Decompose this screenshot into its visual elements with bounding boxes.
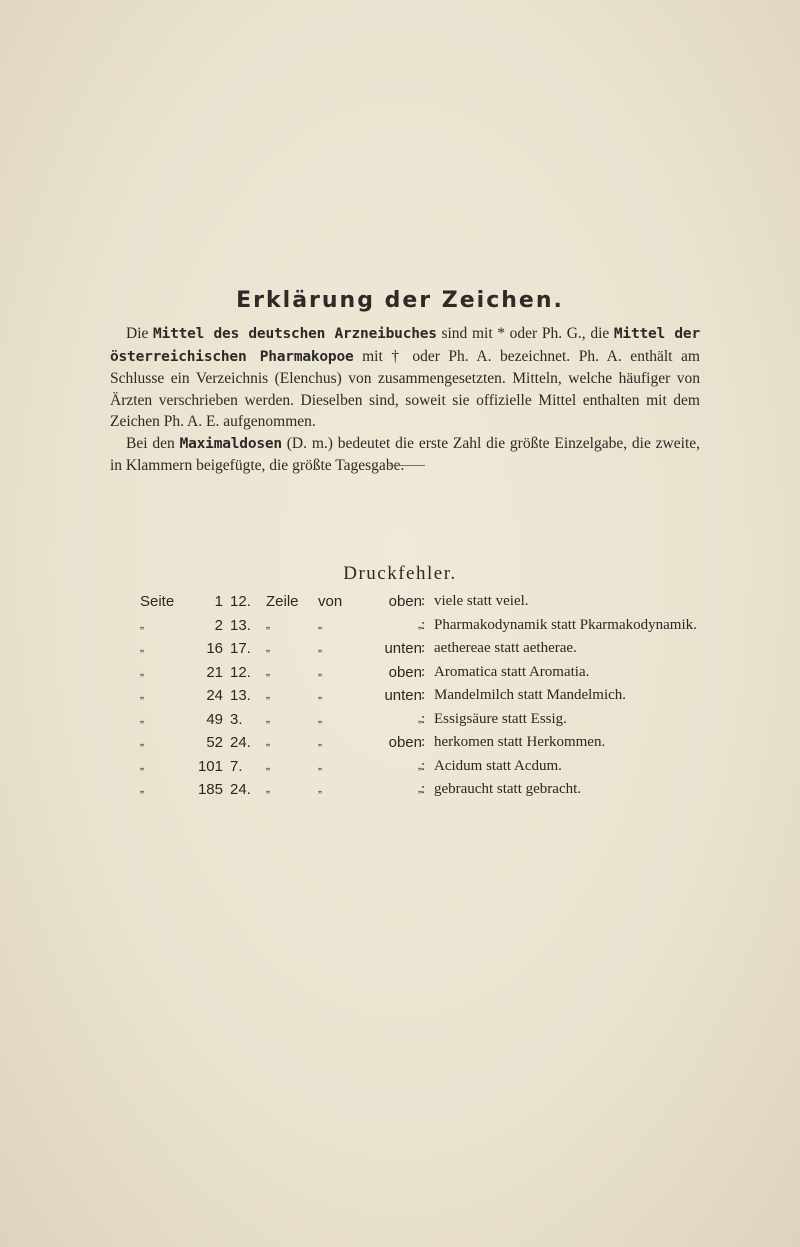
errata-page-word: „ — [140, 687, 144, 701]
errata-from-word: von — [318, 593, 343, 610]
errata-page-number: 52 — [206, 734, 223, 751]
errata-from-word: „ — [318, 757, 322, 772]
errata-row — [0, 593, 800, 617]
errata-line-word: „ — [266, 734, 270, 748]
intro-paragraph-2: Bei den Maximaldosen (D. m.) bedeutet die erste Zahl die größte Einzelgabe, die zweite, in Klammern beigefügte, die größte Tagesgabe. — [110, 434, 700, 474]
errata-colon: : — [421, 640, 426, 656]
errata-from-word: „ — [318, 710, 322, 725]
page-title: Erklärung der Zeichen. — [236, 288, 564, 313]
errata-position: „ — [418, 710, 422, 725]
errata-page-word: „ — [140, 734, 144, 748]
errata-row — [0, 734, 800, 758]
intro-text — [110, 323, 700, 477]
errata-line-word: Zeile — [266, 593, 299, 610]
errata-position: „ — [418, 781, 422, 795]
errata-line-word: „ — [266, 687, 270, 701]
errata-row — [0, 617, 800, 641]
errata-colon: : — [421, 687, 426, 703]
errata-line-number: 12. — [230, 663, 251, 681]
errata-row — [0, 640, 800, 664]
errata-from-word: „ — [318, 663, 322, 678]
errata-from-word: „ — [318, 781, 322, 795]
errata-colon: : — [421, 710, 426, 727]
errata-line-word: „ — [266, 640, 270, 654]
errata-colon: : — [421, 663, 426, 680]
errata-page-number: 1 — [214, 593, 223, 610]
errata-line-word: „ — [266, 757, 270, 772]
errata-title: Druckfehler. — [343, 563, 457, 584]
errata-line-number: 13. — [230, 616, 251, 634]
errata-from-word: „ — [318, 616, 322, 631]
errata-line-number: 12. — [230, 593, 251, 610]
errata-page-number: 21 — [206, 663, 223, 681]
errata-position: oben — [388, 663, 422, 681]
errata-page-word: „ — [140, 710, 144, 725]
errata-correction: Essigsäure statt Essig. — [434, 710, 567, 727]
divider — [389, 465, 425, 466]
errata-page-number: 185 — [197, 781, 223, 798]
errata-colon: : — [421, 734, 426, 750]
errata-row — [0, 758, 800, 782]
emphasis-austrian: Mittel der österreichischen Pharmakopoe — [110, 326, 700, 365]
errata-page-word: „ — [140, 757, 144, 772]
errata-page-number: 101 — [197, 757, 223, 775]
errata-position: unten — [384, 640, 422, 657]
errata-line-word: „ — [266, 616, 270, 631]
errata-correction: herkomen statt Herkommen. — [434, 734, 606, 750]
errata-page-word: „ — [140, 616, 144, 631]
errata-from-word: „ — [318, 640, 322, 654]
errata-colon: : — [421, 757, 426, 774]
errata-correction: Aromatica statt Aromatia. — [434, 663, 590, 680]
errata-position: „ — [418, 616, 422, 631]
emphasis-maxdose: Maximaldosen — [179, 435, 282, 452]
errata-colon: : — [421, 781, 426, 797]
emphasis-german: Mittel des deutschen Arzneibuches — [153, 326, 437, 342]
errata-position: oben — [388, 734, 422, 751]
errata-line-number: 3. — [230, 710, 243, 728]
errata-line-number: 13. — [230, 687, 251, 704]
errata-correction: Mandelmilch statt Mandelmich. — [434, 687, 627, 703]
errata-row — [0, 687, 800, 711]
errata-page-number: 24 — [206, 687, 223, 704]
intro-paragraph-1: Die Mittel des deutschen Arzneibuches sind mit * oder Ph. G., die Mittel der österreichischen Pharmakopoe mit † oder Ph. A. bezeichnet. Ph. A. enthält am Schlusse ein Verzeichnis (Elenchus) von zusammengesetzten. Mitteln, welche häufiger von Ärzten verschrieben werden. Dieselben sind, soweit sie offizielle Mittel enthalten mit dem Zeichen Ph. A. E. aufgenommen. — [110, 325, 700, 430]
errata-line-word: „ — [266, 710, 270, 725]
errata-line-number: 24. — [230, 734, 251, 751]
errata-correction: aethereae statt aetherae. — [434, 640, 577, 656]
errata-correction: Pharmakodynamik statt Pkarmakodynamik. — [434, 616, 697, 633]
errata-page-word: Seite — [140, 593, 175, 610]
errata-correction: viele statt veiel. — [434, 593, 529, 609]
errata-line-word: „ — [266, 781, 270, 795]
errata-page-word: „ — [140, 663, 144, 678]
errata-colon: : — [421, 616, 426, 633]
errata-page-word: „ — [140, 640, 144, 654]
errata-row — [0, 664, 800, 688]
errata-line-number: 24. — [230, 781, 251, 798]
errata-line-number: 17. — [230, 640, 251, 657]
errata-page-word: „ — [140, 781, 144, 795]
errata-colon: : — [421, 593, 426, 609]
errata-position: oben — [388, 593, 422, 610]
errata-position: unten — [384, 687, 422, 704]
errata-row — [0, 711, 800, 735]
errata-page-number: 49 — [206, 710, 223, 728]
errata-from-word: „ — [318, 687, 322, 701]
errata-line-number: 7. — [230, 757, 243, 775]
errata-correction: Acidum statt Acdum. — [434, 757, 562, 774]
errata-correction: gebraucht statt gebracht. — [434, 781, 582, 797]
errata-from-word: „ — [318, 734, 322, 748]
errata-page-number: 16 — [206, 640, 223, 657]
errata-position: „ — [418, 757, 422, 772]
errata-row — [0, 781, 800, 805]
errata-page-number: 2 — [214, 616, 223, 634]
errata-line-word: „ — [266, 663, 270, 678]
